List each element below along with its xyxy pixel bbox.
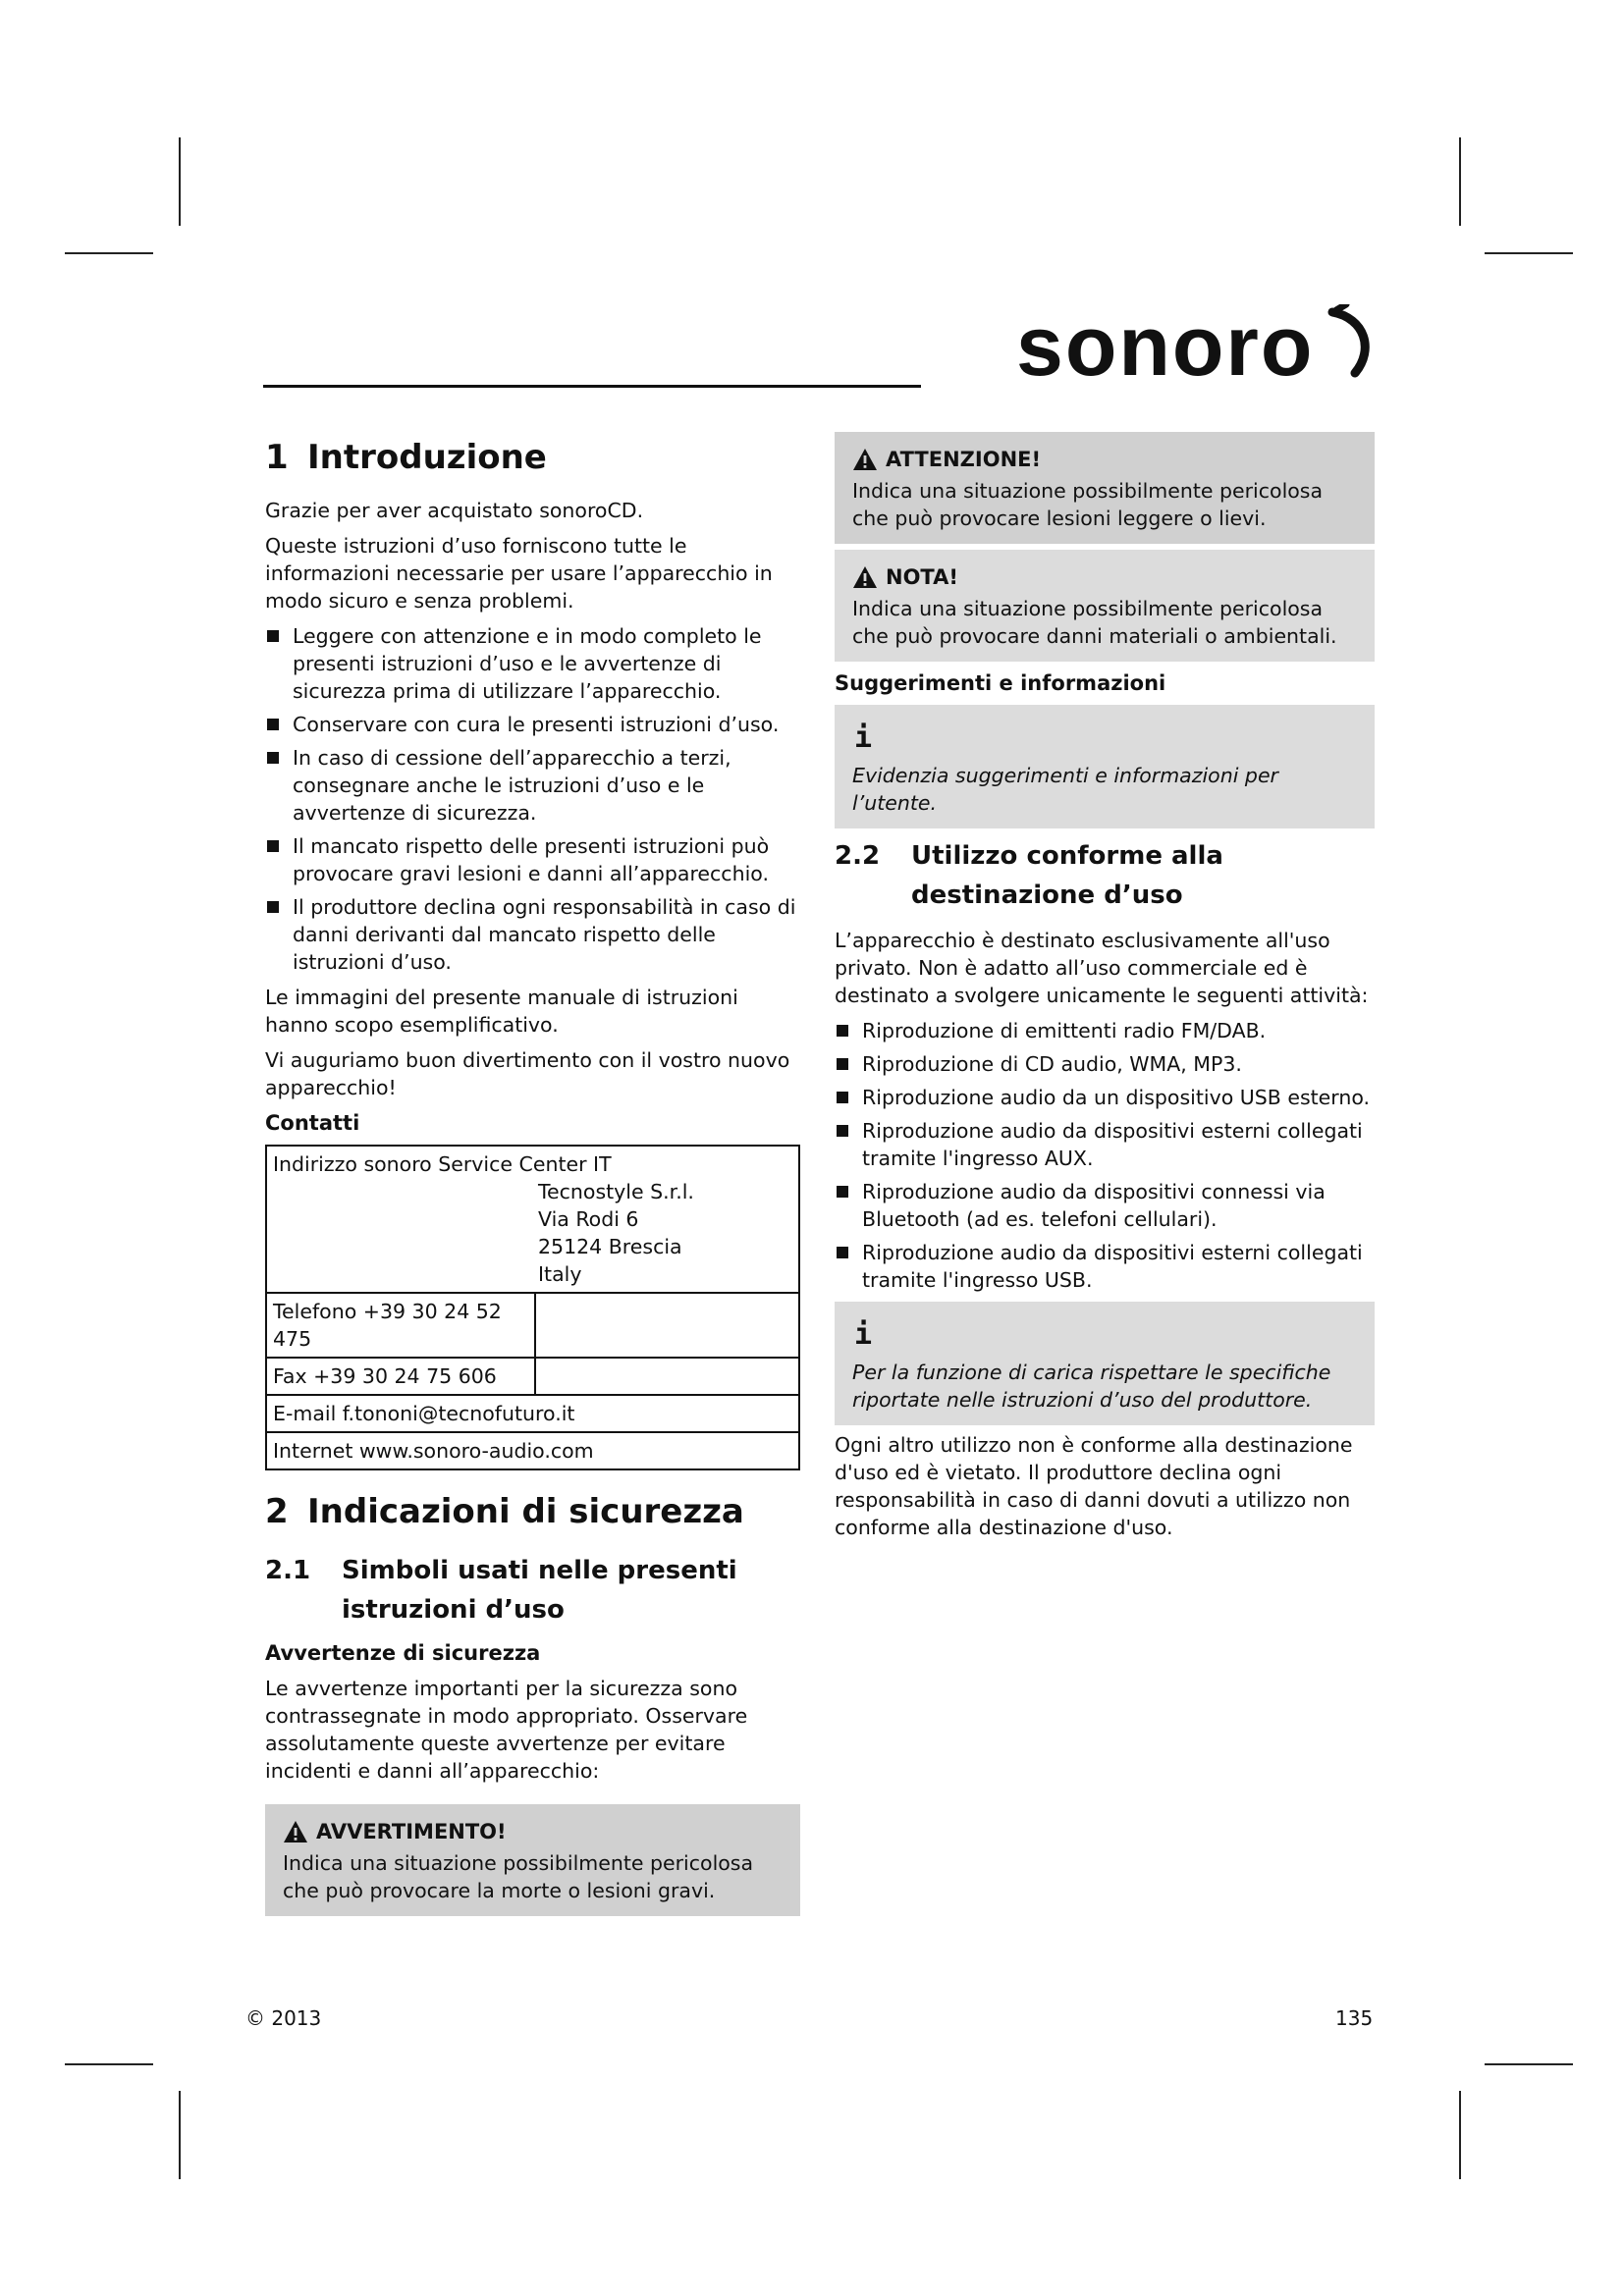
bullet-list (265, 622, 800, 976)
list-item: Il produttore declina ogni responsabilità in caso di danni derivanti dal mancato rispetto delle istruzioni d’uso. (265, 893, 800, 976)
section-heading-2: 2 Indicazioni di sicurezza (265, 1492, 744, 1531)
logo-text: sonoro (1016, 304, 1315, 393)
crop-mark (179, 137, 181, 226)
address-line: Tecnostyle S.r.l. (538, 1180, 694, 1203)
list-item: Riproduzione audio da un dispositivo USB esterno. (835, 1084, 1375, 1111)
charge-text: Per la funzione di carica rispettare le specifiche riportate nelle istruzioni d’uso del produttore. (852, 1361, 1331, 1412)
page-number: 135 (1335, 2006, 1374, 2030)
address-line: 25124 Brescia (538, 1235, 682, 1258)
paragraph: Le avvertenze importanti per la sicurezza sono contrassegnate in modo appropriato. Osservare assolutamente queste avvertenze per evitare incidenti e danni all’apparecchio: (265, 1677, 748, 1783)
crop-mark (179, 2091, 181, 2179)
caution-box (835, 432, 1375, 544)
right-column (835, 432, 1375, 1549)
note-text: Indica una situazione possibilmente pericolosa che può provocare danni materiali o ambientali. (852, 597, 1337, 648)
info-icon: i (854, 1317, 873, 1352)
address-cell (266, 1146, 799, 1293)
paragraph: Grazie per aver acquistato sonoroCD. (265, 499, 644, 522)
paragraph: Queste istruzioni d’uso forniscono tutte le informazioni necessarie per usare l’apparecchio in modo sicuro e senza problemi. (265, 534, 773, 613)
paragraph: Le immagini del presente manuale di istruzioni hanno scopo esemplificativo. (265, 986, 738, 1037)
subsection-heading-2-1: 2.1 Simboli usati nelle presenti istruzioni d’uso (265, 1556, 737, 1625)
paragraph: Ogni altro utilizzo non è conforme alla destinazione d'uso ed è vietato. Il produttore declina ogni responsabilità in caso di danni dovuti a utilizzo non conforme alla destinazione d'uso. (835, 1433, 1353, 1539)
warning-box (265, 1804, 800, 1916)
list-item: Riproduzione di CD audio, WMA, MP3. (835, 1050, 1375, 1078)
tips-heading: Suggerimenti e informazioni (835, 671, 1166, 695)
tips-text: Evidenzia suggerimenti e informazioni per l’utente. (852, 764, 1278, 815)
caution-title: ATTENZIONE! (852, 446, 1357, 473)
warnings-heading: Avvertenze di sicurezza (265, 1641, 541, 1665)
list-item: Riproduzione audio da dispositivi esterni collegati tramite l'ingresso USB. (835, 1239, 1375, 1294)
note-box (835, 550, 1375, 662)
left-column (265, 432, 800, 1922)
use-bullet-list (835, 1017, 1375, 1294)
paragraph: L’apparecchio è destinato esclusivamente all'uso privato. Non è adatto all’uso commerciale ed è destinato a svolgere unicamente le seguenti attività: (835, 929, 1369, 1007)
contacts-table (265, 1145, 800, 1470)
subsection-heading-2-2: 2.2 Utilizzo conforme alla destinazione d’uso (835, 841, 1223, 910)
list-item: Riproduzione audio da dispositivi connessi via Bluetooth (ad es. telefoni cellulari). (835, 1178, 1375, 1233)
address-line: Italy (538, 1262, 582, 1286)
crop-mark (1485, 252, 1573, 254)
warning-title: AVVERTIMENTO! (283, 1818, 783, 1845)
internet-cell[interactable]: Internet www.sonoro-audio.com (266, 1432, 799, 1469)
phone-cell: Telefono +39 30 24 52 475 (266, 1293, 535, 1358)
info-icon: i (854, 721, 873, 755)
paragraph: Vi auguriamo buon divertimento con il vostro nuovo apparecchio! (265, 1048, 790, 1099)
tips-box (835, 705, 1375, 828)
address-line: Via Rodi 6 (538, 1207, 639, 1231)
warning-triangle-icon (852, 448, 878, 471)
address-lines (273, 1178, 792, 1288)
charge-info-box (835, 1302, 1375, 1425)
list-item: Riproduzione di emittenti radio FM/DAB. (835, 1017, 1375, 1044)
warning-text: Indica una situazione possibilmente pericolosa che può provocare la morte o lesioni gravi. (283, 1851, 754, 1902)
crop-mark (65, 2063, 153, 2065)
crop-mark (1459, 2091, 1461, 2179)
sonoro-logo (1016, 304, 1375, 393)
contacts-heading: Contatti (265, 1111, 360, 1135)
crop-mark (1485, 2063, 1573, 2065)
fax-cell: Fax +39 30 24 75 606 (266, 1358, 535, 1395)
email-cell[interactable]: E-mail f.tononi@tecnofuturo.it (266, 1395, 799, 1432)
list-item: Riproduzione audio da dispositivi esterni collegati tramite l'ingresso AUX. (835, 1117, 1375, 1172)
crop-mark (65, 252, 153, 254)
caution-text: Indica una situazione possibilmente pericolosa che può provocare lesioni leggere o lievi. (852, 479, 1324, 530)
warning-triangle-icon (852, 565, 878, 589)
address-label: Indirizzo sonoro Service Center IT (273, 1152, 612, 1176)
list-item: Conservare con cura le presenti istruzioni d’uso. (265, 711, 800, 738)
note-title: NOTA! (852, 563, 1357, 591)
warning-triangle-icon (283, 1820, 308, 1843)
section-heading-1: 1 Introduzione (265, 438, 547, 477)
copyright: © 2013 (245, 2006, 322, 2030)
list-item: In caso di cessione dell’apparecchio a terzi, consegnare anche le istruzioni d’uso e le avvertenze di sicurezza. (265, 744, 800, 827)
list-item: Leggere con attenzione e in modo completo le presenti istruzioni d’uso e le avvertenze di sicurezza prima di utilizzare l’apparecchio. (265, 622, 800, 705)
list-item: Il mancato rispetto delle presenti istruzioni può provocare gravi lesioni e danni all’apparecchio. (265, 832, 800, 887)
header-rule (263, 385, 921, 388)
crop-mark (1459, 137, 1461, 226)
